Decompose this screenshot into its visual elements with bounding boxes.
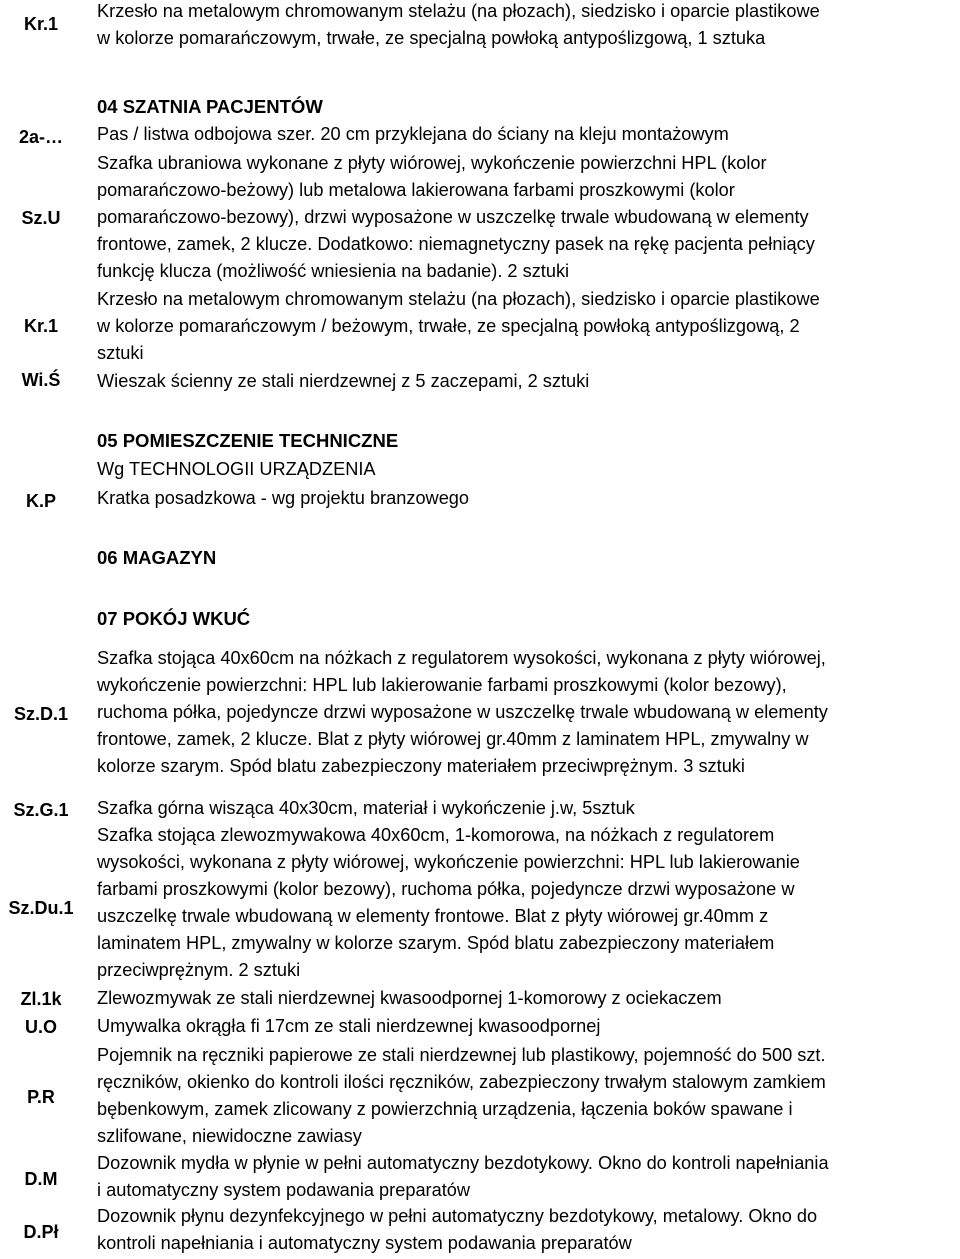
item-krzeslo-2: Krzesło na metalowym chromowanym stelażu (na płozach), siedzisko i oparcie plastikowe w kolorze pomarańczowym / beżowym, trwałe, ze specjalną powłoką antypoślizgową, 2 sztuki: [97, 289, 820, 363]
code-szu: Sz.U: [21, 208, 61, 228]
code-kr1: Kr.1: [23, 316, 59, 336]
code-kr1-top: Kr.1: [23, 14, 59, 34]
item-pojemnik: Pojemnik na ręczniki papierowe ze stali nierdzewnej lub plastikowy, pojemność do 500 szt. ręczników, okienko do kontroli ilości ręczników, zabezpieczony trwałym stalowym zamkiem bębenkowym, zamek zlicowany z powierzchnią urządzenia, łączenia boków spawane i szlifowane, niewidoczne zawiasy: [97, 1045, 826, 1146]
code-2a: 2a-…: [18, 127, 63, 147]
item-kratka: Kratka posadzkowa - wg projektu branzowego: [97, 488, 470, 508]
item-szafka-gorna: Szafka górna wisząca 40x30cm, materiał i wykończenie j.w, 5sztuk: [97, 798, 635, 818]
code-szdu1: Sz.Du.1: [8, 898, 74, 918]
item-szafka-ubraniowa: Szafka ubraniowa wykonane z płyty wiórowej, wykończenie powierzchni HPL (kolor pomarańczowo-beżowy) lub metalowa lakierowana farbami proszkowymi (kolor pomarańczowo-bezowy), drzwi wyposażone w uszczelkę trwale wbudowaną w elementy frontowe, zamek, 2 klucze. Dodatkowo: niemagnetyczny pasek na rękę pacjenta pełniący funkcję klucza (możliwość wniesienia na badanie). 2 sztuki: [97, 153, 815, 281]
item-wg-technologii: Wg TECHNOLOGII URZĄDZENIA: [97, 459, 376, 479]
item-krzeslo-top: Krzesło na metalowym chromowanym stelażu (na płozach), siedzisko i oparcie plastikowe w kolorze pomarańczowym, trwałe, ze specjalną powłoką antypoślizgową, 1 sztuka: [97, 1, 820, 48]
item-wieszak: Wieszak ścienny ze stali nierdzewnej z 5 zaczepami, 2 sztuki: [97, 371, 590, 391]
item-szafka-stojaca: Szafka stojąca 40x60cm na nóżkach z regulatorem wysokości, wykonana z płyty wiórowej, wykończenie powierzchni: HPL lub lakierowanie farbami proszkowymi (kolor bezowy), ruchoma półka, pojedyncze drzwi wyposażone w uszczelkę trwale wbudowaną w elementy frontowe, zamek, 2 klucze. Blat z płyty wiórowej gr.40mm z laminatem HPL, zmywalny w kolorze szarym. Spód blatu zabezpieczony materiałem przeciwprężnym. 3 sztuki: [97, 648, 828, 776]
item-pas-odbojowy: Pas / listwa odbojowa szer. 20 cm przyklejana do ściany na kleju montażowym: [97, 124, 729, 144]
code-wis: Wi.Ś: [21, 370, 61, 390]
code-dpl: D.Pł: [23, 1222, 59, 1242]
heading-05-pomieszczenie: 05 POMIESZCZENIE TECHNICZNE: [97, 430, 399, 451]
heading-04-szatnia: 04 SZATNIA PACJENTÓW: [97, 96, 323, 117]
code-szd1: Sz.D.1: [13, 704, 69, 724]
heading-07-pokoj: 07 POKÓJ WKUĆ: [97, 608, 251, 629]
code-kp: K.P: [25, 491, 56, 511]
code-zl1k: Zl.1k: [20, 989, 62, 1009]
heading-06-magazyn: 06 MAGAZYN: [97, 547, 217, 568]
code-szg1: Sz.G.1: [13, 800, 69, 820]
code-dm: D.M: [24, 1169, 58, 1189]
item-dozownik-mydla: Dozownik mydła w płynie w pełni automatyczny bezdotykowy. Okno do kontroli napełniania i automatyczny system podawania preparatów: [97, 1153, 829, 1200]
item-dozownik-plynu: Dozownik płynu dezynfekcyjnego w pełni automatyczny bezdotykowy, metalowy. Okno do kontroli napełniania i automatyczny system podawania preparatów: [97, 1206, 818, 1253]
item-szafka-zlew: Szafka stojąca zlewozmywakowa 40x60cm, 1-komorowa, na nóżkach z regulatorem wysokości, wykonana z płyty wiórowej, wykończenie powierzchni: HPL lub lakierowanie farbami proszkowymi (kolor bezowy), ruchoma półka, pojedyncze drzwi wyposażone w uszczelkę trwale wbudowaną w elementy frontowe. Blat z płyty wiórowej gr.40mm z laminatem HPL, zmywalny w kolorze szarym. Spód blatu zabezpieczony materiałem przeciwprężnym. 2 sztuki: [97, 825, 800, 980]
code-uo: U.O: [24, 1017, 57, 1037]
item-zlewozmywak: Zlewozmywak ze stali nierdzewnej kwasoodpornej 1-komorowy z ociekaczem: [97, 988, 722, 1008]
code-pr: P.R: [27, 1087, 55, 1107]
item-umywalka: Umywalka okrągła fi 17cm ze stali nierdzewnej kwasoodpornej: [97, 1016, 601, 1036]
